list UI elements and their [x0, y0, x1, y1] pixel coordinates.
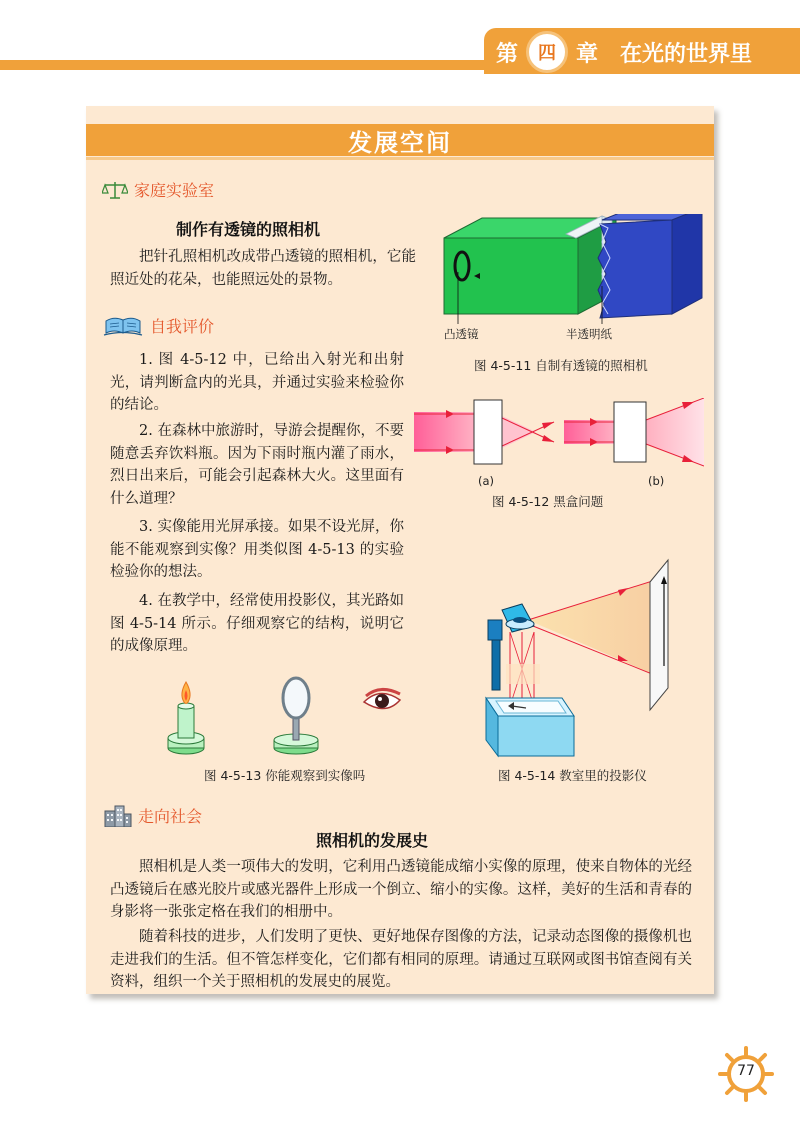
chapter-suffix: 章	[576, 41, 599, 67]
chapter-number-badge: 四	[526, 31, 568, 73]
society-label: 走向社会	[138, 807, 203, 826]
question-1: 1. 图 4-5-12 中，已给出入射光和出射光，请判断盒内的光具，并通过实验来检验你的结论。	[110, 352, 404, 413]
caption-fig-4-5-14: 图 4-5-14 教室里的投影仪	[498, 768, 647, 783]
society-paragraph-2: 随着科技的进步，人们发明了更快、更好地保存图像的方法，记录动态图像的摄像机也走进我们的生活。但不管怎样变化，它们都有相同的原理。请通过互联网或图书馆查阅有关资料，组织一个关于照相机的发展史的展览。	[110, 929, 692, 990]
chapter-heading	[496, 33, 752, 71]
balance-scale-icon	[102, 180, 128, 200]
page-number: 77	[737, 1063, 755, 1079]
section-banner: 发展空间	[86, 124, 714, 156]
society-heading	[104, 804, 202, 827]
chapter-prefix: 第	[496, 41, 519, 67]
label-translucent-paper: 半透明纸	[566, 327, 612, 341]
question-4: 4. 在教学中，经常使用投影仪，其光路如图 4-5-14 所示。仔细观察它的结构，说明它的成像原理。	[110, 593, 404, 654]
black-box-figure	[414, 398, 704, 478]
self-eval-heading	[102, 313, 214, 337]
real-image-figure	[160, 672, 410, 762]
projector-figure	[478, 556, 700, 766]
banner-underline	[86, 157, 714, 160]
home-lab-title: 制作有透镜的照相机	[176, 220, 321, 239]
caption-fig-4-5-12: 图 4-5-12 黑盒问题	[492, 494, 604, 509]
question-3: 3. 实像能用光屏承接。如果不设光屏，你能不能观察到实像？用类似图 4-5-13 的实验检验你的想法。	[110, 519, 404, 580]
home-lab-label: 家庭实验室	[134, 181, 215, 200]
home-lab-heading	[102, 178, 214, 201]
chapter-title: 在光的世界里	[620, 41, 753, 67]
question-2: 2. 在森林中旅游时，导游会提醒你，不要随意丢弃饮料瓶。因为下雨时瓶内灌了雨水，烈日出来后，可能会引起森林大火。这里面有什么道理？	[110, 423, 404, 507]
society-title: 照相机的发展史	[316, 831, 429, 850]
label-a: (a)	[478, 474, 495, 488]
label-convex-lens: 凸透镜	[444, 327, 479, 341]
caption-fig-4-5-11: 图 4-5-11 自制有透镜的照相机	[474, 358, 648, 373]
society-paragraph-1: 照相机是人类一项伟大的发明，它利用凸透镜能成缩小实像的原理，使来自物体的光经凸透镜后在感光胶片或感光器件上形成一个倒立、缩小的实像。这样，美好的生活和青春的身影将一张张定格在我们的相册中。	[110, 859, 692, 920]
open-book-icon	[102, 313, 144, 337]
buildings-icon	[104, 805, 132, 827]
label-b: (b)	[648, 474, 665, 488]
home-lab-text: 把针孔照相机改成带凸透镜的照相机，它能照近处的花朵，也能照远处的景物。	[110, 249, 416, 288]
self-eval-label: 自我评价	[150, 316, 215, 336]
caption-fig-4-5-13: 图 4-5-13 你能观察到实像吗	[204, 768, 366, 783]
